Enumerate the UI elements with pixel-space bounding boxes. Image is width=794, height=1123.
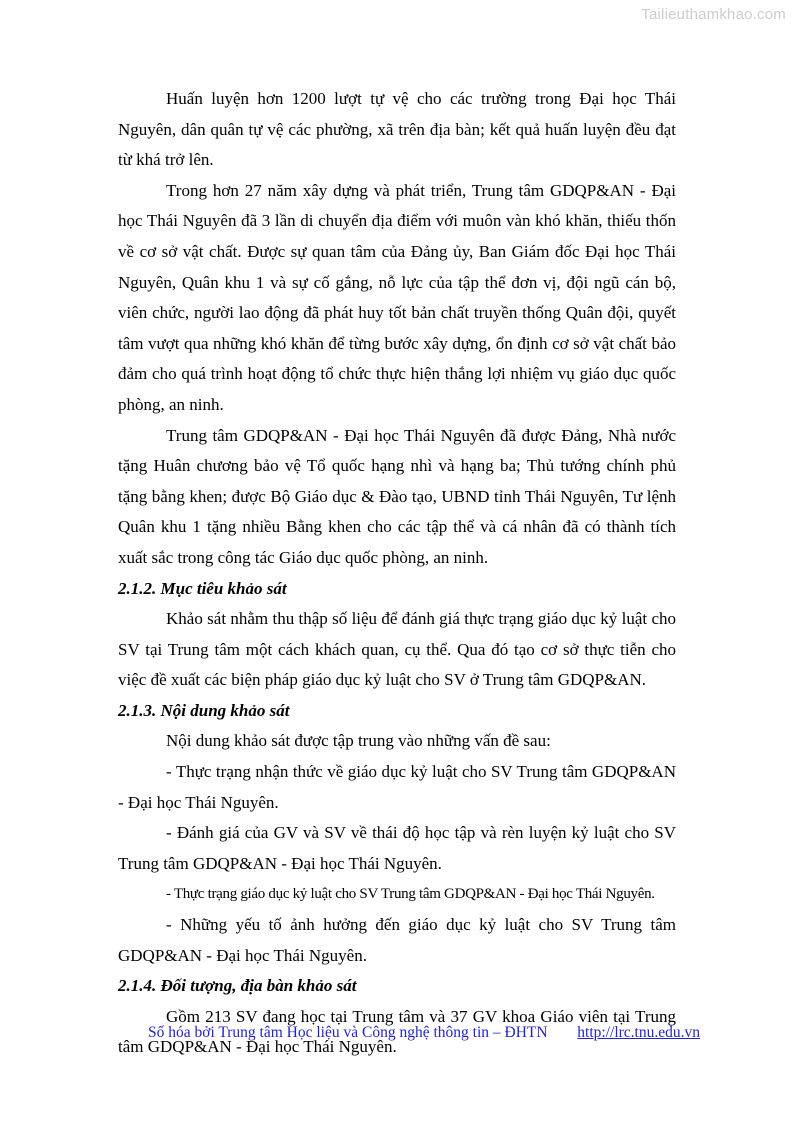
list-item-influencing-factors: - Những yếu tố ảnh hưởng đến giáo dục kỷ luật cho SV Trung tâm GDQP&AN - Đại học Thái Nguyên. [118, 915, 676, 965]
page-footer [148, 1020, 700, 1046]
watermark-site-label: Tailieuthamkhao.com [641, 6, 786, 23]
list-item-awareness: - Thực trạng nhận thức về giáo dục kỷ luật cho SV Trung tâm GDQP&AN - Đại học Thái Nguyên. [118, 762, 676, 812]
section-heading-2-1-3: 2.1.3. Nội dung khảo sát [118, 700, 290, 720]
paragraph-awards: Trung tâm GDQP&AN - Đại học Thái Nguyên đã được Đảng, Nhà nước tặng Huân chương bảo vệ Tổ quốc hạng nhì và hạng ba; Thủ tướng chính phủ tặng bằng khen; được Bộ Giáo dục & Đào tạo, UBND tỉnh Thái Nguyên, Tư lệnh Quân khu 1 tặng nhiều Bằng khen cho các tập thể và cá nhân đã có thành tích xuất sắc trong công tác Giáo dục quốc phòng, an ninh. [118, 425, 676, 567]
paragraph-training-results: Huấn luyện hơn 1200 lượt tự vệ cho các trường trong Đại học Thái Nguyên, dân quân tự vệ các phường, xã trên địa bàn; kết quả huấn luyện đều đạt từ khá trở lên. [118, 89, 676, 170]
section-heading-2-1-2: 2.1.2. Mục tiêu khảo sát [118, 578, 287, 598]
paragraph-survey-goal: Khảo sát nhằm thu thập số liệu để đánh giá thực trạng giáo dục kỷ luật cho SV tại Trung tâm một cách khách quan, cụ thể. Qua đó tạo cơ sở thực tiễn cho việc đề xuất các biện pháp giáo dục kỷ luật cho SV ở Trung tâm GDQP&AN. [118, 609, 676, 690]
paragraph-survey-subjects: Gồm 213 SV đang học tại Trung tâm và 37 GV khoa Giáo viên tại Trung tâm GDQP&AN - Đại học Thái Nguyên. [118, 1006, 676, 1057]
section-heading-2-1-4: 2.1.4. Đối tượng, địa bàn khảo sát [118, 976, 357, 996]
library-url-link[interactable]: http://lrc.tnu.edu.vn [577, 1024, 700, 1041]
document-page-body [118, 84, 676, 1063]
digitization-credit-text: Số hóa bởi Trung tâm Học liệu và Công nghệ thông tin – ĐHTN [148, 1024, 548, 1041]
paragraph-survey-content-intro: Nội dung khảo sát được tập trung vào những vấn đề sau: [166, 731, 551, 751]
paragraph-27-years-history: Trong hơn 27 năm xây dựng và phát triển, Trung tâm GDQP&AN - Đại học Thái Nguyên đã 3 lần di chuyển địa điểm với muôn vàn khó khăn, thiếu thốn về cơ sở vật chất. Được sự quan tâm của Đảng ủy, Ban Giám đốc Đại học Thái Nguyên, Quân khu 1 và sự cố gắng, nỗ lực của tập thể đơn vị, đội ngũ cán bộ, viên chức, người lao động đã phát huy tốt bản chất truyền thống Quân đội, quyết tâm vượt qua những khó khăn để từng bước xây dựng, ổn định cơ sở vật chất bảo đảm cho quá trình hoạt động tổ chức thực hiện thắng lợi nhiệm vụ giáo dục quốc phòng, an ninh. [118, 180, 676, 414]
list-item-discipline-education-status: - Thực trạng giáo dục kỷ luật cho SV Trung tâm GDQP&AN - Đại học Thái Nguyên. [166, 886, 655, 903]
list-item-attitude-evaluation: - Đánh giá của GV và SV về thái độ học tập và rèn luyện kỷ luật cho SV Trung tâm GDQP&AN - Đại học Thái Nguyên. [118, 823, 676, 873]
